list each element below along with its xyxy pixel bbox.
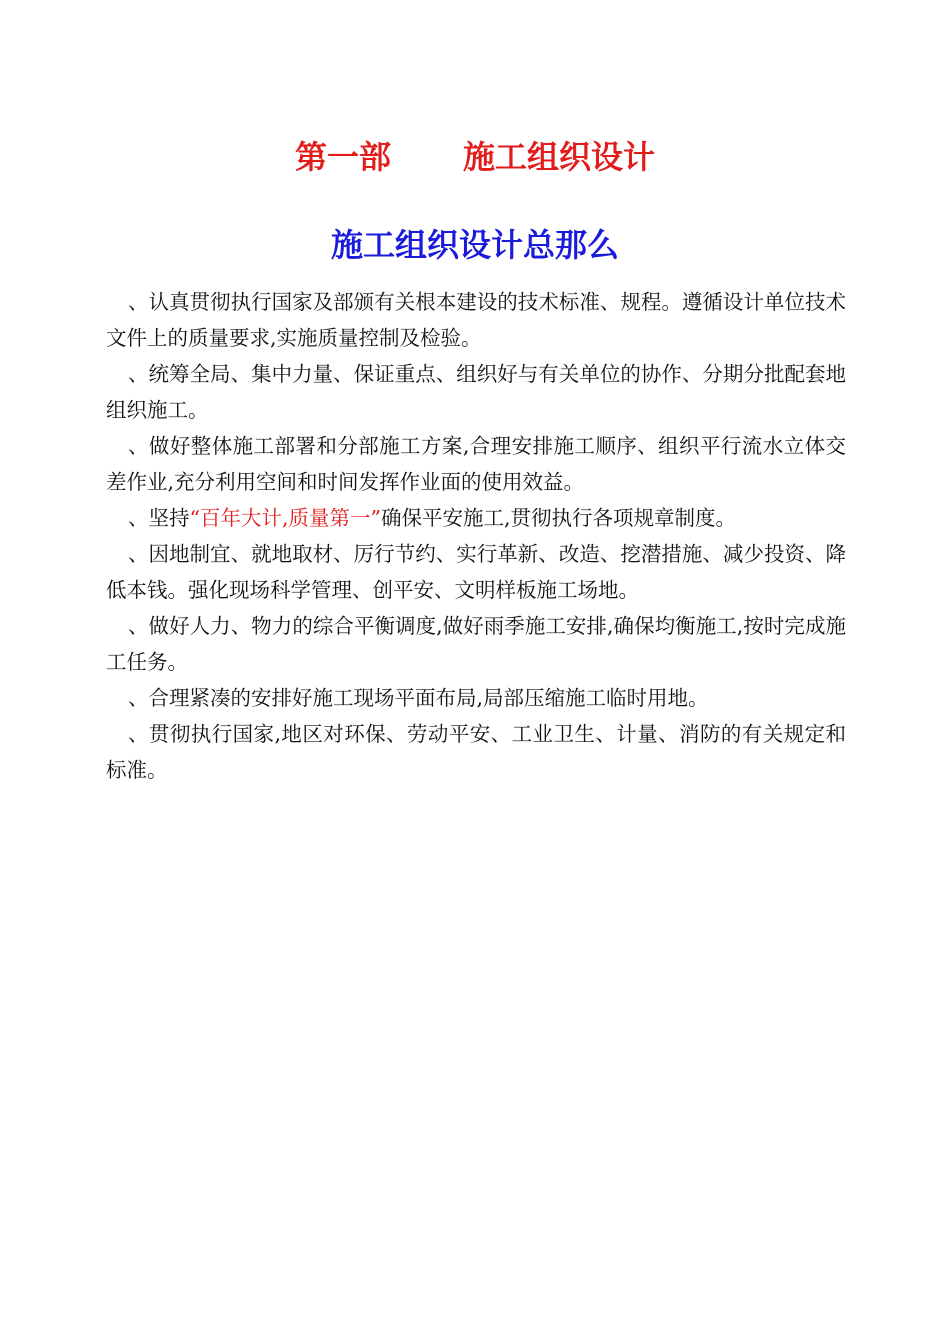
list-item: 、合理紧凑的安排好施工现场平面布局,局部压缩施工临时用地。 [128, 686, 709, 710]
list-item: 、统筹全局、集中力量、保证重点、组织好与有关单位的协作、分期分批配套地组织施工。 [106, 362, 846, 422]
list-item: 、因地制宜、就地取材、厉行节约、实行革新、改造、挖潜措施、减少投资、降低本钱。强化现场科学管理、创平安、文明样板施工场地。 [106, 542, 846, 602]
part-label: 第一部 [294, 138, 391, 177]
part-title [0, 133, 950, 181]
part-name: 施工组织设计 [463, 138, 656, 177]
section-title: 施工组织设计总那么 [330, 225, 619, 264]
list-item-suffix: 确保平安施工,贯彻执行各项规章制度。 [380, 506, 736, 530]
quality-slogan: “百年大计,质量第一” [189, 506, 381, 530]
list-item-prefix: 、坚持 [128, 506, 190, 530]
list-item: 、做好整体施工部署和分部施工方案,合理安排施工顺序、组织平行流水立体交差作业,充分利用空间和时间发挥作业面的使用效益。 [106, 434, 846, 494]
list-item [106, 500, 846, 536]
list-item: 、认真贯彻执行国家及部颁有关根本建设的技术标准、规程。遵循设计单位技术文件上的质量要求,实施质量控制及检验。 [106, 290, 846, 350]
list-item: 、贯彻执行国家,地区对环保、劳动平安、工业卫生、计量、消防的有关规定和标准。 [106, 722, 846, 782]
principles-list [106, 284, 846, 788]
list-item: 、做好人力、物力的综合平衡调度,做好雨季施工安排,确保均衡施工,按时完成施工任务。 [106, 614, 846, 674]
